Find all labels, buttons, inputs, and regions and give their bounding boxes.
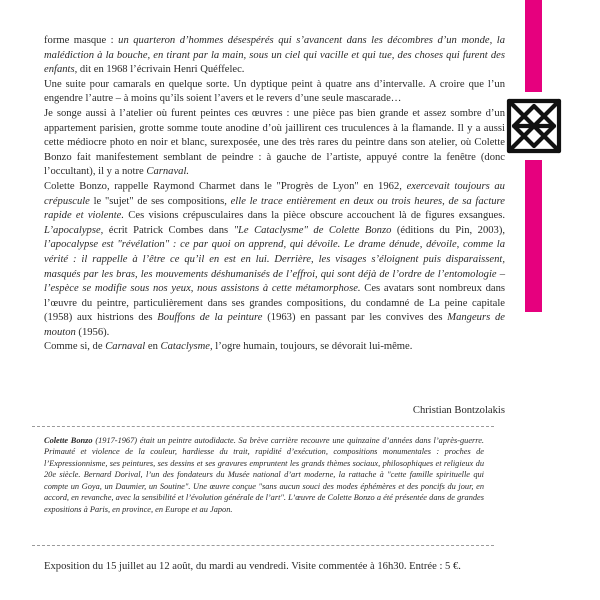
italic-quote: un quarteron d’hommes désespérés qui s’avancent dans les décombres d’un monde, la malédiction à la bouche, en tirant par la main, sous un ciel qui vacille et qui tue, des choses qui furent des enfants, xyxy=(44,35,506,76)
artist-name: Colette Bonzo xyxy=(44,436,93,445)
biography-box xyxy=(32,426,494,546)
author-signature: Christian Bontzolakis xyxy=(412,405,505,416)
text-span: Ces visions crépusculaires dans la pièce obscure accouchent là de figures exsangues. xyxy=(124,210,506,222)
italic-quote: elle le trace entièrement en deux ou trois heures, de sa facture rapide et violente. xyxy=(44,195,505,222)
italic-title: Carnaval xyxy=(105,341,146,353)
text-span: forme masque : xyxy=(44,35,119,46)
text-span: Ces avatars sont nombreux dans l’œuvre du peintre, particulièrement dans ses grandes compositions, du condamné de La peine capitale (1958) aux histrions des xyxy=(44,283,505,324)
paragraph-charmet xyxy=(44,180,505,341)
text-span: Colette Bonzo, rappelle Raymond Charmet dans le "Progrès de Lyon" en 1962, xyxy=(44,180,407,192)
text-span: (éditions du Pin, 2003), xyxy=(391,224,506,236)
text-span: Je songe aussi à l’atelier où furent peintes ces œuvres : une pièce pas bien grande et assez sombre d’un appartement parisien, grotte somme toute anodine d’où jaillirent ces truculences à la flamande. Il y a aussi cette médiocre photo en noir et blanc, surexposée, une des très rares du peintre dans son atelier, où Colette Bonzo fait manifestement semblant de peindre : à gauche de l’artiste, appuyé contre la fenêtre (donc l’occultant), il y a notre xyxy=(44,107,505,178)
text-span: (1956). xyxy=(75,326,110,338)
text-span: le "sujet" de ses compositions, xyxy=(89,195,231,207)
italic-title: Carnaval. xyxy=(146,166,190,178)
biography-text xyxy=(44,435,484,515)
article-body xyxy=(44,34,505,355)
italic-title: Mangeurs de mouton xyxy=(44,312,505,338)
text-span: écrit Patrick Combes dans xyxy=(103,224,234,236)
paragraph-ogre xyxy=(44,340,505,355)
italic-quote: exercevait toujours au crépuscule xyxy=(44,180,505,207)
italic-title: "Le Cataclysme" de Colette Bonzo xyxy=(233,224,392,236)
italic-title: Bouffons de la peinture xyxy=(157,312,263,324)
biography-body: (1917-1967) était un peintre autodidacte. Sa brève carrière recouvre une quinzaine d’années dans l’après-guerre. Primauté et violence de la couleur, hardiesse du trait, rapidité d’exécution, compositions monumentales : proches de l’Expressionnisme, ses peintures, ses dessins et ses gravures empruntent les grands thèmes sociaux, philosophiques et religieux du 20e siècle. Bernard Dorival, l’un des fondateurs du Musée national d’art moderne, la rattache à "cette famille spirituelle qui compte un Goya, un Daumier, un Soutine". Une œuvre conçue "sans aucun souci des modes éphémères et des poncifs du jour, en accord, en revanche, avec la sensibilité et l’évolution générale de l’art". L’œuvre de Colette Bonzo a été présentée dans de grandes expositions à Paris, en province, en Europe et au Japon. xyxy=(44,436,484,514)
text-span: (1963) en passant par les convives des xyxy=(262,312,448,324)
italic-quote: L’apocalypse, xyxy=(44,224,104,236)
italic-title: Cataclysme, xyxy=(160,341,213,353)
text-span: dit en 1968 l’écrivain Henri Quéffelec. xyxy=(77,64,245,76)
paragraph-dyptique: Une suite pour camarals en quelque sorte. Un dyptique peint à quatre ans d’intervalle. A croire que l’un engendre l’autre – à moins qu’ils soient l’avers et le revers d’une seule mascarade… xyxy=(44,78,505,105)
text-span: en xyxy=(145,341,161,353)
text-span: l’ogre humain, toujours, se dévorait lui-même. xyxy=(212,341,413,353)
text-span: Comme si, de xyxy=(44,341,106,353)
italic-quote: l’apocalypse est "révélation" : ce par quoi on apprend, qui dévoile. Le drame dénude, dévoile, comme la vérité : il rappelle à l’être ce qu’il en est en lui. Derrière, les visages s’éloignent puis disparaissent, masqués par les bras, les mouvements déshumanisés de l’effroi, qui sont déjà de l’ordre de l’entomologie – l’espèce se modifie sous nos yeux, nous assistons à cette métamorphose. xyxy=(44,239,505,295)
paragraph-atelier xyxy=(44,107,505,180)
exhibition-info: Exposition du 15 juillet au 12 août, du mardi au vendredi. Visite commentée à 16h30. Entrée : 5 €. xyxy=(44,561,461,572)
square-network-logo-icon xyxy=(500,92,568,160)
paragraph-quote-quefelec xyxy=(44,34,505,78)
